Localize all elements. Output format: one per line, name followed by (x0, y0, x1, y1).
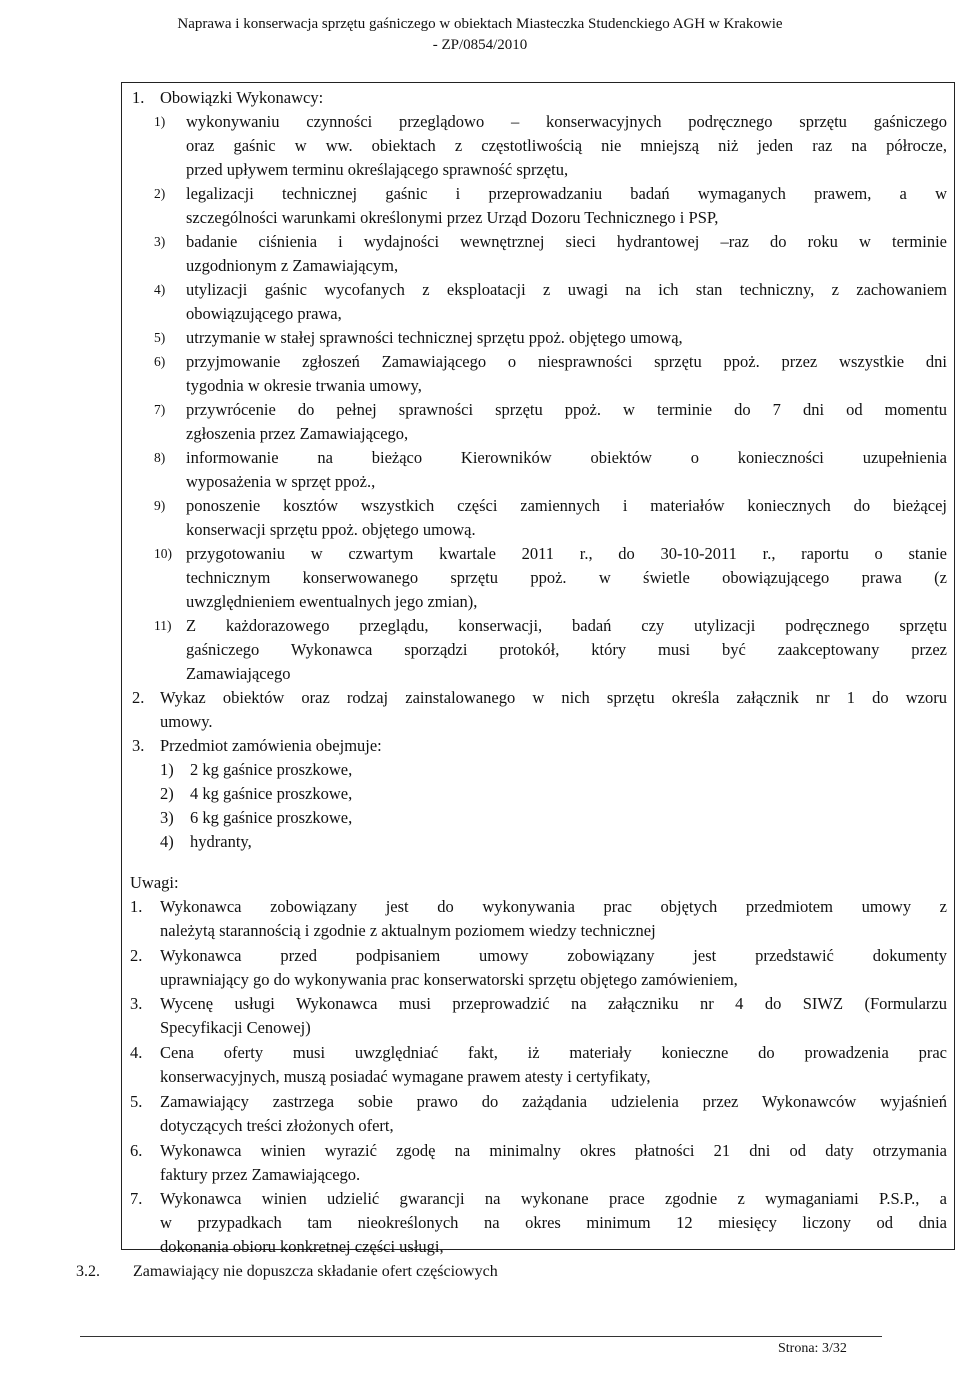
list-item-line: badanie ciśnienia i wydajności wewnętrznej sieci hydrantowej –raz do roku w terminie (186, 232, 947, 251)
note-line: Wykonawca zobowiązany jest do wykonywania prac objętych przedmiotem umowy z (160, 897, 947, 916)
section-3-2-text: Zamawiający nie dopuszcza składanie ofert częściowych (133, 1263, 498, 1280)
note-line: Cena oferty musi uwzględniać fakt, iż materiały konieczne do prowadzenia prac (160, 1043, 947, 1063)
list-item-line: oraz gaśnic w ww. obiektach z częstotliwością nie mniejszą niż jeden raz na półrocze, (186, 136, 947, 155)
list-item-line: konserwacji sprzętu ppoż. objętego umową. (186, 520, 476, 539)
section-title: Obowiązki Wykonawcy: (160, 88, 324, 107)
list-item-line: 2 kg gaśnice proszkowe, (190, 760, 353, 779)
note-line: Wykonawca winien wyrazić zgodę na minimalny okres płatności 21 dni od daty otrzymania (160, 1140, 947, 1160)
list-item-line: przyjmowanie zgłoszeń Zamawiającego o niesprawności sprzętu ppoż. przez wszystkie dni (186, 352, 947, 371)
note-number: 2. (130, 945, 143, 965)
list-item-line: 4 kg gaśnice proszkowe, (190, 784, 353, 803)
list-item-line: obowiązującego prawa, (186, 304, 342, 323)
list-marker: 3) (154, 234, 166, 249)
page-header (0, 14, 960, 56)
list-item-line: przywrócenie do pełnej sprawności sprzętu ppoż. w terminie do 7 dni od momentu (186, 400, 947, 419)
note-number: 1. (130, 897, 143, 916)
section-number: 2. (132, 688, 145, 707)
note-line: faktury przez Zamawiającego. (160, 1164, 361, 1184)
note-number: 5. (130, 1091, 143, 1111)
note-line: konserwacyjnych, muszą posiadać wymagane prawem atesty i certyfikaty, (160, 1067, 651, 1087)
list-marker: 4) (160, 832, 174, 851)
note-line: w przypadkach tam nieokreślonych na okres minimum 12 miesięcy liczony od dnia (160, 1213, 947, 1233)
note-line: Wykonawca winien udzielić gwarancji na wykonane prace zgodnie z wymaganiami P.S.P., a (160, 1189, 947, 1209)
list-item-line: Zamawiającego (186, 664, 291, 683)
section-number: 3. (132, 736, 145, 755)
list-item-line: uzgodnionym z Zamawiającym, (186, 256, 399, 275)
header-reference: - ZP/0854/2010 (432, 37, 528, 53)
list-marker: 9) (154, 498, 166, 513)
header-title: Naprawa i konserwacja sprzętu gaśniczego w obiektach Miasteczka Studenckiego AGH w Krakowie (177, 16, 783, 32)
list-marker: 10) (154, 546, 172, 561)
list-item-line: legalizacji technicznej gaśnic i przeprowadzaniu badań wymaganych prawem, a w (186, 184, 947, 203)
note-line: dotyczących treści złożonych ofert, (160, 1115, 394, 1135)
note-line: dokonania obioru konkretnej części usługi, (160, 1237, 444, 1257)
list-marker: 5) (154, 330, 166, 345)
note-line: Wycenę usługi Wykonawca musi przeprowadzić na załączniku nr 4 do SIWZ (Formularzu (160, 994, 947, 1014)
note-number: 4. (130, 1043, 143, 1063)
list-marker: 6) (154, 354, 166, 369)
list-item-line: wykonywaniu czynności przeglądowo – konserwacyjnych podręcznego sprzętu gaśniczego (186, 112, 947, 131)
list-marker: 1) (160, 760, 174, 779)
list-marker: 2) (154, 186, 166, 201)
note-number: 3. (130, 994, 143, 1014)
list-item-line: technicznym konserwowanego sprzętu ppoż. w świetle obowiązującego prawa (z (186, 568, 947, 587)
list-item-line: informowanie na bieżąco Kierowników obiektów o konieczności uzupełnienia (186, 448, 947, 467)
notes-title: Uwagi: (130, 873, 179, 892)
note-line: uprawniający go do wykonywania prac konserwatorski sprzętu objętego zamówieniem, (160, 969, 738, 989)
list-item-line: hydranty, (190, 832, 252, 851)
list-marker: 3) (160, 808, 174, 827)
list-marker: 4) (154, 282, 166, 297)
note-line: Zamawiający zastrzega sobie prawo do zażądania udzielenia przez Wykonawców wyjaśnień (160, 1091, 947, 1111)
note-line: Wykonawca przed podpisaniem umowy zobowiązany jest przedstawić dokumenty (160, 945, 947, 965)
section-number: 1. (132, 88, 145, 107)
list-item-line: utylizacji gaśnic wycofanych z eksploatacji z uwagi na ich stan techniczny, z zachowaniem (186, 280, 947, 299)
list-item-line: uwzględnieniem ewentualnych jego zmian), (186, 592, 478, 611)
list-item-line: ponoszenie kosztów wszystkich części zamiennych i materiałów koniecznych do bieżącej (186, 496, 947, 515)
list-item-line: Z każdorazowego przeglądu, konserwacji, badań czy utylizacji podręcznego sprzętu (186, 616, 947, 635)
list-item-line: tygodnia w okresie trwania umowy, (186, 376, 422, 395)
section-3-2-number: 3.2. (76, 1263, 100, 1280)
list-item-line: wyposażenia w sprzęt ppoż., (186, 472, 376, 491)
list-marker: 7) (154, 402, 166, 417)
list-item-line: szczególności warunkami określonymi przez Urząd Dozoru Technicznego i PSP, (186, 208, 719, 227)
list-item-line: gaśniczego Wykonawca sporządzi protokół, który musi być zaakceptowany przez (186, 640, 947, 659)
note-line: Specyfikacji Cenowej) (160, 1018, 311, 1038)
list-item-line: 6 kg gaśnice proszkowe, (190, 808, 353, 827)
page-number: Strona: 3/32 (778, 1341, 847, 1356)
list-marker: 8) (154, 450, 166, 465)
section-2-line: Wykaz obiektów oraz rodzaj zainstalowanego w nich sprzętu określa załącznik nr 1 do wzoru (160, 688, 947, 707)
list-marker: 11) (154, 618, 172, 633)
note-line: należytą starannością i zgodnie z aktualnym poziomem wiedzy technicznej (160, 921, 656, 940)
list-item-line: utrzymanie w stałej sprawności technicznej sprzętu ppoż. objętego umową, (186, 328, 683, 347)
note-number: 7. (130, 1189, 143, 1209)
list-item-line: zgłoszenia przez Zamawiającego, (186, 424, 409, 443)
list-marker: 1) (154, 114, 166, 129)
section-title: Przedmiot zamówienia obejmuje: (160, 736, 382, 755)
list-item-line: przygotowaniu w czwartym kwartale 2011 r., do 30-10-2011 r., raportu o stanie (186, 544, 947, 563)
note-number: 6. (130, 1140, 143, 1160)
list-item-line: przed upływem terminu określającego sprawność sprzętu, (186, 160, 569, 179)
section-2-line: umowy. (160, 712, 213, 731)
list-marker: 2) (160, 784, 174, 803)
footer-rule (80, 1336, 882, 1337)
